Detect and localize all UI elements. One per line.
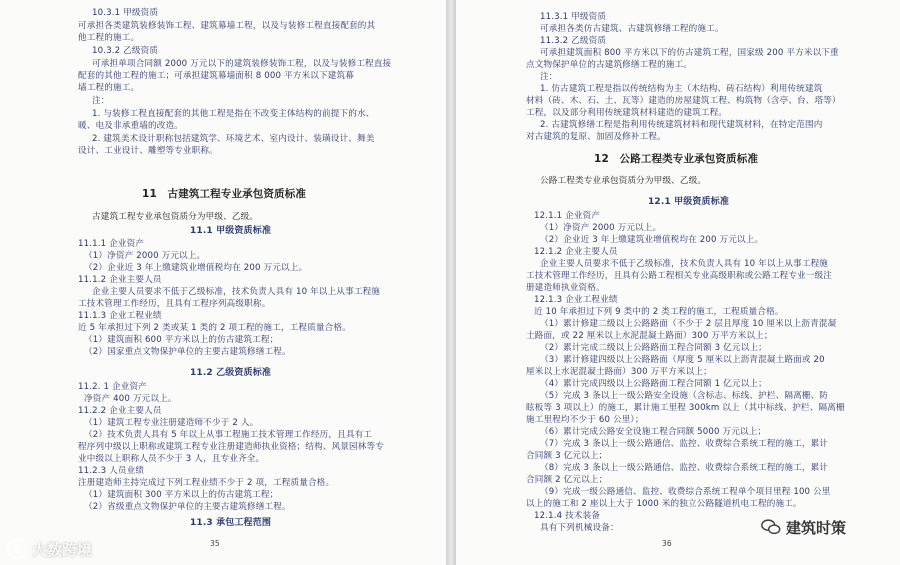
left-document-page (0, 0, 446, 565)
text-line: 施工里程均不少于 60 公里）； (526, 415, 644, 425)
subsection-heading: 12.1 甲级资质标准 (648, 197, 729, 207)
text-line: （1）建筑面积 600 平方米以上的仿古建筑工程； (84, 335, 279, 345)
text-line: 11.2.3 人员业绩 (78, 466, 145, 476)
text-line: 对古建筑的复原、加固及修补工程。 (526, 132, 666, 142)
page-gutter (446, 0, 456, 565)
text-line: 古建筑工程专业承包资质分为甲级、乙级。 (92, 212, 259, 222)
text-line: 企业主要人员要求不低于乙级标准，技术负责人具有 10 年以上从事工程施 (540, 259, 829, 269)
watermark-left-text: 大数跨境 (32, 540, 93, 559)
subsection-heading: 11.1 甲级资质标准 (190, 226, 271, 236)
text-line: 企业主要人员要求不低于乙级标准，技术负责人具有 10 年以上从事工程施 (92, 287, 381, 297)
text-line: 墙工程的施工。 (78, 83, 140, 93)
text-line: （1）净资产 2000 万元以上。 (84, 251, 206, 261)
text-line: 12.1.4 技术装备 (534, 511, 601, 521)
watermark-right (760, 516, 846, 538)
text-line: 近 10 年承担过下列 9 类中的 2 类工程的施工，工程质量合格。 (534, 307, 784, 317)
text-line: 注： (92, 96, 110, 106)
text-line: 业中级以上职称人员不少于 3 人，且专业齐全。 (78, 454, 265, 464)
text-line: 点文物保护单位的古建筑修缮工程的施工。 (526, 60, 693, 70)
right-document-page (456, 0, 900, 565)
text-line: 册建造师执业资格。 (526, 283, 605, 293)
text-line: 设计、工业设计、雕塑等专业职称。 (78, 146, 218, 156)
text-line: 材料（砖、木、石、土、瓦等）建造的房屋建筑工程、构筑物（含亭、台、塔等） (526, 96, 841, 106)
text-line: （2）技术负责人具有 5 年以上从事工程施工技术管理工作经历，且具有工 (84, 430, 373, 440)
subsection-heading: 11.2 乙级资质标准 (190, 368, 271, 378)
text-line: （2）企业近 3 年上缴建筑业增值税均在 200 万元以上。 (84, 263, 308, 273)
text-line: 1. 与装修工程直接配套的其他工程是指在不改变主体结构的前提下的水、 (92, 109, 375, 119)
text-line: 12.1.1 企业资产 (534, 211, 601, 221)
text-line: 配套的其他工程的施工；可承担建筑幕墙面积 8 000 平方米以下建筑幕 (78, 71, 354, 81)
brand-logo-icon (6, 538, 28, 560)
text-line: 合同额 2 亿元以上； (526, 475, 608, 485)
text-line: 公路工程类专业承包资质分为甲级、乙级。 (540, 176, 707, 186)
text-line: 12.1.2 企业主要人员 (534, 247, 618, 257)
subsection-heading: 11.3 承包工程范围 (190, 518, 271, 528)
text-line: 10.3.1 甲级资质 (92, 8, 159, 18)
text-line: 程序列中级以上职称或建筑工程专业注册建造师执业资格；结构、风景园林等专 (78, 442, 385, 452)
text-line: （1）建筑工程专业注册建造师不少于 2 人。 (84, 418, 259, 428)
text-line: 近 5 年承担过下列 2 类或某 1 类的 2 项工程的施工，工程质量合格。 (78, 323, 351, 333)
wechat-icon (760, 516, 782, 538)
text-line: 可承担各类建筑装修装饰工程、建筑幕墙工程，以及与装修工程直接配套的其 (78, 21, 376, 31)
text-line: 可承担各类仿古建筑、古建筑修缮工程的施工。 (540, 24, 724, 34)
text-line: 可承担建筑面积 800 平方米以下的仿古建筑工程，国家级 200 平方米以下重 (540, 48, 839, 58)
text-line: 11.3.2 乙级资质 (540, 36, 607, 46)
text-line: 土路面，或 22 厘米以上水泥混凝土路面）300 万平方米以上； (526, 331, 773, 341)
text-line: 11.1.1 企业资产 (78, 239, 145, 249)
text-line: 净资产 400 万元以上。 (84, 394, 177, 404)
text-line: （5）完成 3 条以上一级公路安全设施（含标志、标线、护栏、隔离栅、防 (540, 391, 829, 401)
text-line: 可承担单项合同额 2000 万元以下的建筑装修装饰工程，以及与装修工程直接 (92, 59, 392, 69)
text-line: 眩板等 3 项以上）的施工，累计施工里程 300km 以上（其中标线、护栏、隔离栅 (526, 403, 845, 413)
page-number: 35 (210, 539, 220, 548)
text-line: 2. 建筑美术设计职称包括建筑学、环境艺术、室内设计、装璜设计、舞美 (92, 134, 375, 144)
text-line: （4）累计完成四级以上公路路面工程合同额 1 亿元以上； (540, 379, 767, 389)
text-line: 10.3.2 乙级资质 (92, 46, 159, 56)
text-line: （6）累计完成公路安全设施工程合同额 5000 万元以上； (540, 427, 767, 437)
text-line: （7）完成 3 条以上一级公路通信、监控、收费综合系统工程的施工，累计 (540, 439, 829, 449)
text-line: （1）累计修建二级以上公路路面（不少于 2 层且厚度 10 厘米以上沥青混凝 (540, 319, 837, 329)
text-line: 合同额 3 亿元以上； (526, 451, 608, 461)
text-line: 以上的施工和 2 座以上大于 1000 米的独立公路隧道机电工程的施工。 (526, 499, 802, 509)
section-heading: 12 公路工程类专业承包资质标准 (594, 153, 759, 165)
page-number: 36 (662, 539, 672, 548)
text-line: 12.1.3 企业工程业绩 (534, 295, 618, 305)
text-line: 暖、电及非承重墙的改造。 (78, 121, 183, 131)
text-line: （1）建筑面积 300 平方米以上的仿古建筑工程； (84, 490, 279, 500)
text-line: （2）累计完成二级以上公路路面工程合同额 3 亿元以上； (540, 343, 767, 353)
watermark-right-text: 建筑时策 (786, 518, 847, 537)
text-line: （2）省级重点文物保护单位的主要古建筑修缮工程。 (84, 502, 291, 512)
text-line: 1. 仿古建筑工程是指以传统结构为主（木结构、砖石结构）利用传统建筑 (540, 84, 823, 94)
text-line: 他工程的施工。 (78, 33, 140, 43)
text-line: 11.1.3 企业工程业绩 (78, 311, 162, 321)
section-heading: 11 古建筑工程专业承包资质标准 (142, 188, 307, 200)
text-line: （8）完成 3 条以上一级公路通信、监控、收费综合系统工程的施工，累计 (540, 463, 829, 473)
text-line: （3）累计修建四级以上公路路面（厚度 5 厘米以上沥青混凝土路面或 20 (540, 355, 825, 365)
text-line: 工技术管理工作经历，且具有工程序列高级职称。 (78, 299, 271, 309)
text-line: 工程，以及部分利用传统建筑材料建造的建筑工程。 (526, 108, 728, 118)
text-line: 注： (540, 72, 558, 82)
text-line: 具有下列机械设备： (540, 523, 619, 533)
text-line: 2. 古建筑修缮工程是指利用传统建筑材料和现代建筑材料，在特定范围内 (540, 120, 823, 130)
text-line: 11.3.1 甲级资质 (540, 12, 607, 22)
text-line: 厘米以上水泥混凝土路面）300 万平方米以上； (526, 367, 712, 377)
text-line: （1）净资产 2000 万元以上。 (540, 223, 662, 233)
text-line: （9）完成一级公路通信、监控、收费综合系统工程单个项目里程 100 公里 (540, 487, 831, 497)
watermark-left (6, 538, 92, 560)
text-line: 11.1.2 企业主要人员 (78, 275, 162, 285)
text-line: 工技术管理工作经历，且具有公路工程相关专业高级职称或公路工程专业一级注 (526, 271, 833, 281)
text-line: 注册建造师主持完成过下列工程业绩不少于 2 项，工程质量合格。 (78, 478, 335, 488)
text-line: （2）企业近 3 年上缴建筑业增值税均在 200 万元以上。 (540, 235, 764, 245)
text-line: 11.2.2 企业主要人员 (78, 406, 162, 416)
text-line: （2）国家重点文物保护单位的主要古建筑修缮工程。 (84, 347, 291, 357)
text-line: 11.2. 1 企业资产 (78, 382, 147, 392)
